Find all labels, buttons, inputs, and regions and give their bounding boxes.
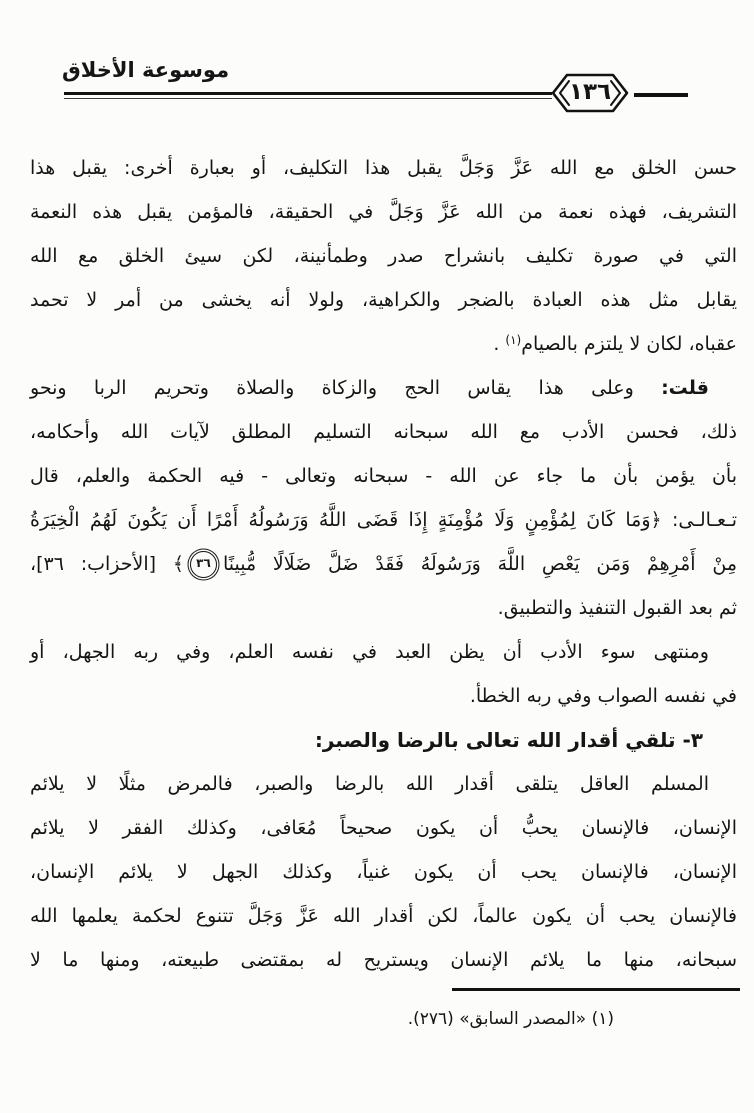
quran-verse-line-1: تـعـالـى: ﴿وَمَا كَانَ لِمُؤْمِنٍ وَلَا مُؤْمِنَةٍ إِذَا قَضَى اللَّهُ وَرَسُولُهُ أَمْرًا أَن يَكُونَ لَهُمُ الْخِيَرَةُ bbox=[30, 509, 737, 531]
text-line-6 bbox=[30, 366, 737, 410]
text-line-6-rest: وعلى هذا يقاس الحج والزكاة والصلاة وتحريم الربا ونحو bbox=[30, 377, 662, 399]
text-line-5-text: عقباه، لكان لا يلتزم بالصيام bbox=[521, 333, 737, 355]
ayah-number-medallion: ٣٦ bbox=[190, 551, 217, 578]
text-line-2: التشريف، فهذه نعمة من الله عَزَّ وَجَلَّ في الحقيقة، فالمؤمن يقبل هذه النعمة bbox=[30, 201, 737, 223]
body-text bbox=[30, 146, 737, 982]
text-line-3: التي في صورة تكليف بانشراح صدر وطمأنينة، لكن سيئ الخلق مع الله bbox=[30, 245, 737, 267]
text-line-5 bbox=[30, 322, 737, 366]
footnote-divider bbox=[452, 988, 740, 991]
text-line-8: بأن يؤمن بأن ما جاء عن الله - سبحانه وتعالى - فيه الحكمة والعلم، قال bbox=[30, 465, 737, 487]
text-line-18: فالإنسان يحب أن يكون عالماً، لكن أقدار الله عَزَّ وَجَلَّ تتنوع لحكمة يعلمها الله bbox=[30, 905, 737, 927]
text-line-1: حسن الخلق مع الله عَزَّ وَجَلَّ يقبل هذا التكليف، أو بعبارة أخرى: يقبل هذا bbox=[30, 157, 737, 179]
page-number-ornament bbox=[550, 70, 630, 116]
verse-reference: ﴾ [الأحزاب: ٣٦]، bbox=[30, 553, 184, 575]
header-rule-left-thin bbox=[64, 98, 552, 99]
text-line-4: يقابل مثل هذه العبادة بالضجر والكراهية، ولولا أنه يخشى من أمر لا تحمد bbox=[30, 289, 737, 311]
footnote-reference-mark: (١) bbox=[505, 333, 522, 347]
text-line-15: المسلم العاقل يتلقى أقدار الله بالرضا والصبر، فالمرض مثلًا لا يلائم bbox=[30, 773, 709, 795]
section-heading: ٣- تلقي أقدار الله تعالى بالرضا والصبر: bbox=[314, 728, 703, 752]
text-line-12: ومنتهى سوء الأدب أن يظن العبد في نفسه العلم، وفي ربه الجهل، أو bbox=[30, 641, 709, 663]
text-line-7: ذلك، فحسن الأدب مع الله سبحانه التسليم المطلق لآيات الله وأحكامه، bbox=[30, 421, 737, 443]
quran-verse-line-2-text: مِنْ أَمْرِهِمْ وَمَن يَعْصِ اللَّهَ وَرَسُولَهُ فَقَدْ ضَلَّ ضَلَالًا مُّبِينًا bbox=[222, 553, 737, 575]
quran-verse-line-2 bbox=[30, 542, 737, 586]
text-line-13: في نفسه الصواب وفي ربه الخطأ. bbox=[469, 685, 737, 707]
header-rule-right bbox=[634, 93, 688, 97]
header-rule-left-thick bbox=[64, 92, 552, 95]
footnote-text: (١) «المصدر السابق» (٢٧٦). bbox=[407, 1009, 614, 1029]
text-line-11: ثم بعد القبول التنفيذ والتطبيق. bbox=[497, 597, 737, 619]
book-title: موسوعة الأخلاق bbox=[62, 58, 230, 82]
page-number: ١٣٦ bbox=[568, 79, 612, 105]
text-line-5-end: . bbox=[493, 333, 506, 355]
text-line-16: الإنسان، فالإنسان يحبُّ أن يكون صحيحاً مُعَافى، وكذلك الفقر لا يلائم bbox=[30, 817, 737, 839]
text-line-6-lead: قلت: bbox=[661, 377, 709, 399]
text-line-17: الإنسان، فالإنسان يحب أن يكون غنياً، وكذلك الجهل لا يلائم الإنسان، bbox=[30, 861, 737, 883]
text-line-19: سبحانه، منها ما يلائم الإنسان ويستريح له بمقتضى طبيعته، ومنها ما لا bbox=[30, 949, 737, 971]
